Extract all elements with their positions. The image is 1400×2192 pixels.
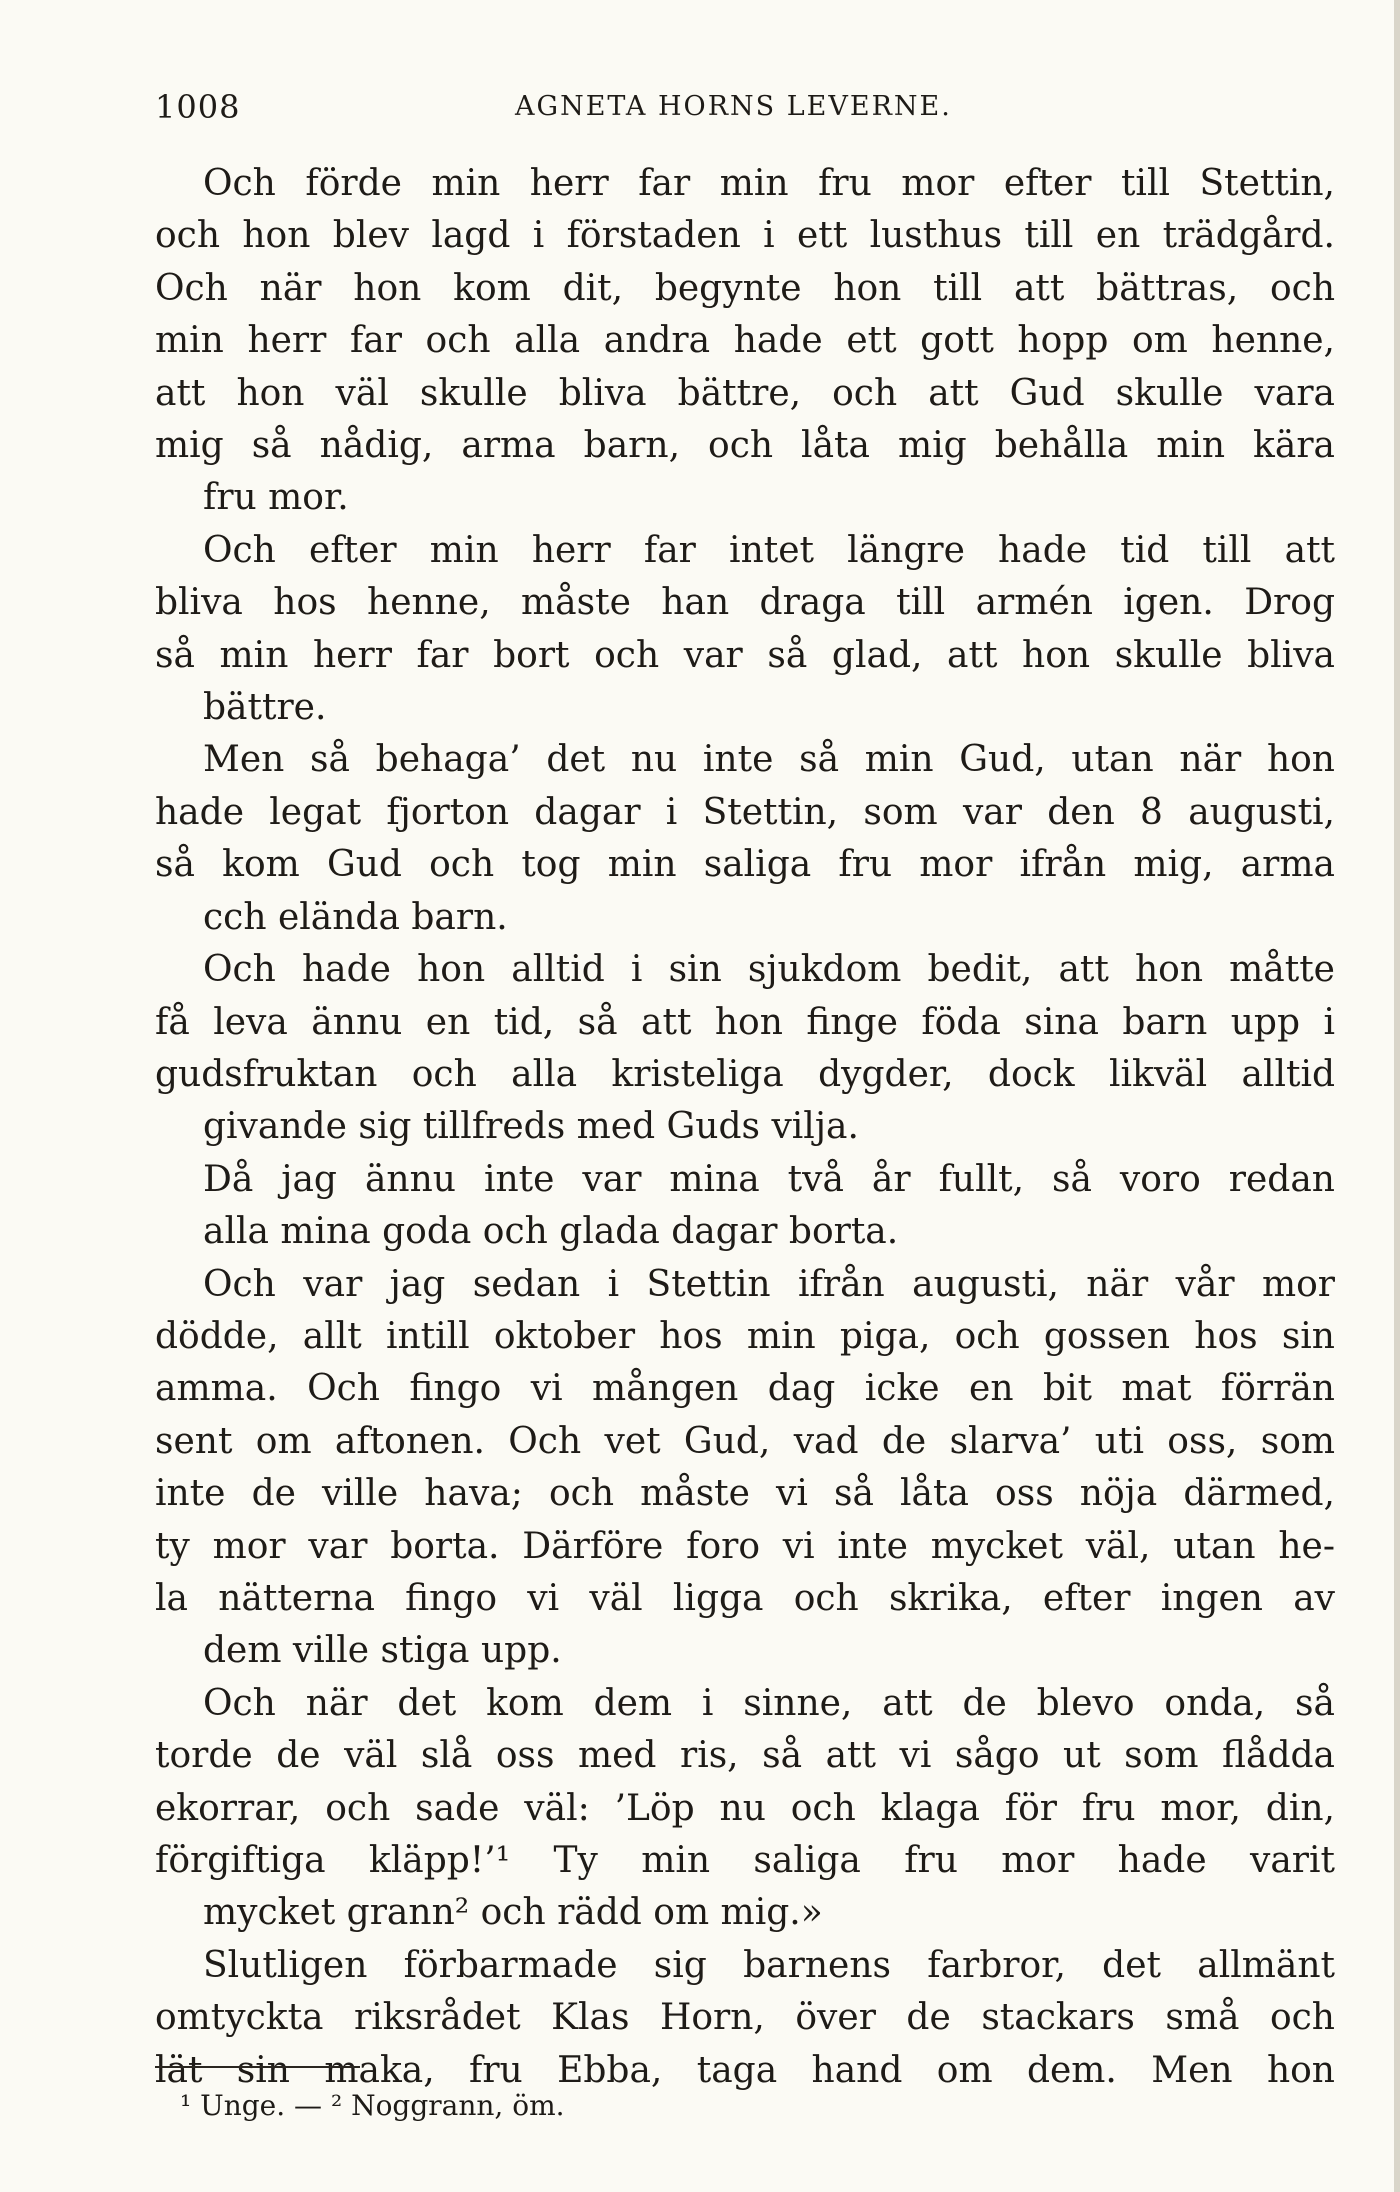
text-line: bättre. bbox=[203, 687, 327, 729]
text-line: torde de väl slå oss med ris, så att vi sågo ut som flådda bbox=[155, 1735, 1335, 1777]
text-line: la nätterna fingo vi väl ligga och skrika, efter ingen av bbox=[155, 1577, 1335, 1619]
text-line: mig så nådig, arma barn, och låta mig behålla min kära bbox=[155, 425, 1335, 467]
page-edge bbox=[1394, 0, 1400, 2192]
text-line: mycket grann² och rädd om mig.» bbox=[203, 1892, 823, 1934]
text-line: att hon väl skulle bliva bättre, och att Gud skulle vara bbox=[155, 372, 1335, 414]
text-line: hade legat fjorton dagar i Stettin, som var den 8 augusti, bbox=[155, 791, 1335, 833]
running-title: AGNETA HORNS LEVERNE. bbox=[515, 91, 952, 122]
paragraph bbox=[155, 525, 1335, 735]
text-line: Och efter min herr far intet längre hade tid till att bbox=[203, 529, 1335, 571]
text-line: cch elända barn. bbox=[203, 896, 508, 938]
page-header bbox=[155, 82, 1335, 132]
text-line: dödde, allt intill oktober hos min piga, och gossen hos sin bbox=[155, 1315, 1335, 1357]
body-text bbox=[155, 158, 1335, 2097]
paragraph bbox=[155, 158, 1335, 525]
paragraph bbox=[155, 1678, 1335, 1940]
text-line: Och förde min herr far min fru mor efter till Stettin, bbox=[203, 163, 1335, 204]
footnote-rule bbox=[155, 2066, 360, 2068]
text-line: Och när hon kom dit, begynte hon till att bättras, och bbox=[155, 267, 1335, 309]
text-line: Och hade hon alltid i sin sjukdom bedit, att hon måtte bbox=[203, 949, 1335, 991]
text-line: givande sig tillfreds med Guds vilja. bbox=[203, 1106, 859, 1148]
text-line: Slutligen förbarmade sig barnens farbror, det allmänt bbox=[203, 1944, 1335, 1986]
paragraph bbox=[155, 1940, 1335, 2097]
text-line: Men så behaga’ det nu inte så min Gud, utan när hon bbox=[203, 739, 1335, 781]
paragraph bbox=[155, 734, 1335, 944]
text-line: fru mor. bbox=[203, 477, 349, 519]
text-line: Och var jag sedan i Stettin ifrån augusti, när vår mor bbox=[203, 1263, 1335, 1305]
text-line: inte de ville hava; och måste vi så låta oss nöja därmed, bbox=[155, 1473, 1335, 1515]
footnotes: ¹ Unge. — ² Noggrann, öm. bbox=[180, 2089, 565, 2122]
text-line: få leva ännu en tid, så att hon finge föda sina barn upp i bbox=[155, 1001, 1335, 1043]
text-line: amma. Och fingo vi mången dag icke en bit mat förrän bbox=[155, 1368, 1335, 1410]
text-line: lät sin maka, fru Ebba, taga hand om dem. Men hon bbox=[155, 2049, 1335, 2091]
text-line: sent om aftonen. Och vet Gud, vad de slarva’ uti oss, som bbox=[155, 1420, 1335, 1462]
text-line: så kom Gud och tog min saliga fru mor ifrån mig, arma bbox=[155, 844, 1335, 886]
text-line: ty mor var borta. Därföre foro vi inte mycket väl, utan he- bbox=[155, 1525, 1335, 1567]
text-line: min herr far och alla andra hade ett gott hopp om henne, bbox=[155, 320, 1335, 362]
text-line: gudsfruktan och alla kristeliga dygder, dock likväl alltid bbox=[155, 1053, 1335, 1095]
text-line: bliva hos henne, måste han draga till armén igen. Drog bbox=[155, 582, 1335, 624]
text-line: Då jag ännu inte var mina två år fullt, så voro redan bbox=[203, 1158, 1335, 1200]
text-line: och hon blev lagd i förstaden i ett lusthus till en trädgård. bbox=[155, 215, 1335, 257]
page-number: 1008 bbox=[155, 88, 241, 126]
text-line: omtyckta riksrådet Klas Horn, över de stackars små och bbox=[155, 1997, 1335, 2039]
text-line: så min herr far bort och var så glad, att hon skulle bliva bbox=[155, 634, 1335, 676]
text-line: alla mina goda och glada dagar borta. bbox=[203, 1211, 899, 1253]
text-line: Och när det kom dem i sinne, att de blevo onda, så bbox=[203, 1682, 1335, 1724]
paragraph bbox=[155, 1154, 1335, 1259]
paragraph bbox=[155, 944, 1335, 1154]
text-line: dem ville stiga upp. bbox=[203, 1630, 562, 1672]
paragraph bbox=[155, 1259, 1335, 1678]
text-line: ekorrar, och sade väl: ’Löp nu och klaga för fru mor, din, bbox=[155, 1787, 1335, 1829]
text-line: förgiftiga kläpp!’¹ Ty min saliga fru mor hade varit bbox=[155, 1840, 1335, 1881]
